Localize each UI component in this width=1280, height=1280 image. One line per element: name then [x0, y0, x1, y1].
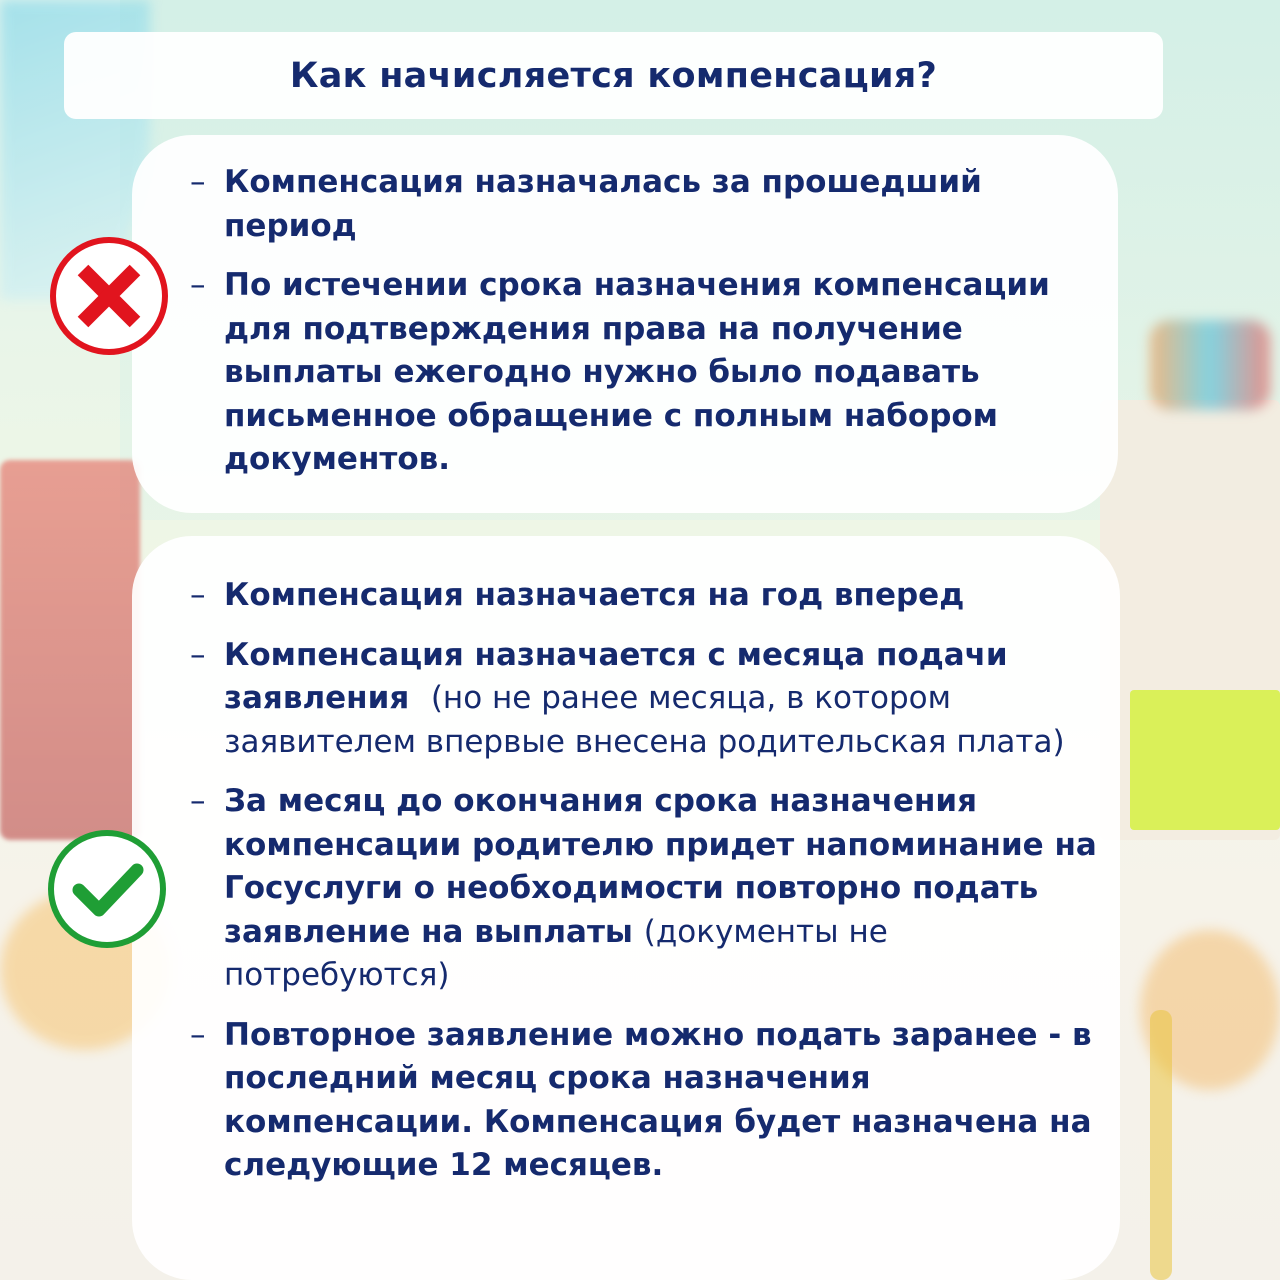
background-toy-kitchen	[0, 460, 140, 840]
item-text: Компенсация назначалась за прошедший период	[224, 164, 982, 244]
item-text: Компенсация назначается с месяца подачи заявления	[224, 636, 1008, 716]
list-item	[190, 574, 1100, 618]
item-text: По истечении срока назначения компенсации для подтверждения права на получение выплаты ежегодно нужно было подавать письменное обращение с полным набором документов.	[224, 267, 1050, 477]
title-bar	[64, 32, 1163, 119]
list-dash: –	[190, 164, 206, 200]
list-item	[190, 780, 1100, 998]
list-item	[190, 1014, 1100, 1188]
item-text: За месяц до окончания срока назначения компенсации родителю придет напоминание на Госуслуги о необходимости повторно подать заявление на выплаты	[224, 783, 1097, 950]
cross-icon	[50, 237, 168, 355]
list-item	[190, 161, 1098, 248]
item-note: (документы не потребуются)	[224, 913, 888, 993]
item-text: Компенсация назначается на год вперед	[224, 577, 965, 613]
background-toys	[1150, 320, 1270, 410]
old-procedure-list	[190, 161, 1098, 482]
new-procedure-card	[132, 536, 1120, 1280]
check-icon-glyph	[54, 836, 160, 942]
list-dash: –	[190, 577, 206, 613]
list-dash: –	[190, 1016, 206, 1053]
background-shelf-drawer	[1130, 690, 1280, 830]
new-procedure-list	[190, 574, 1100, 1188]
list-item	[190, 264, 1098, 482]
list-dash: –	[190, 783, 206, 819]
list-item	[190, 634, 1100, 765]
list-dash: –	[190, 267, 206, 303]
item-note: (но не ранее месяца, в котором заявителем впервые внесена родительская плата)	[224, 680, 1065, 760]
check-icon	[48, 830, 166, 948]
list-dash: –	[190, 636, 206, 673]
cross-icon-glyph	[56, 243, 162, 349]
page-title: Как начисляется компенсация?	[289, 55, 938, 96]
background-rug-stem	[1150, 1010, 1172, 1280]
item-text: Повторное заявление можно подать заранее - в последний месяц срока назначения компенсации. Компенсация будет назначена на следующие 12 месяцев.	[224, 1016, 1092, 1183]
old-procedure-card	[132, 135, 1118, 513]
